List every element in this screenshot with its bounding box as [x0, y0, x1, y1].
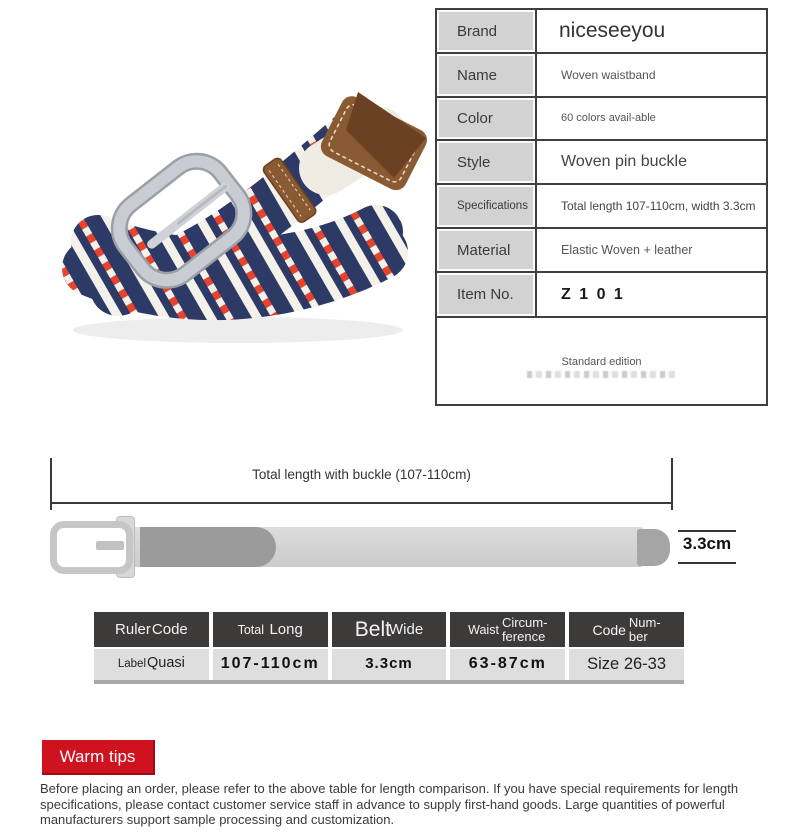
standard-edition-note: Standard edition	[561, 356, 642, 368]
header-belt-wide: Belt Wide	[332, 612, 447, 647]
spec-row-brand	[437, 10, 766, 54]
header-waist-circumference: Waist Circum- ference	[450, 612, 565, 647]
belt-diagram-tip	[637, 529, 670, 566]
faded-text-line	[527, 371, 677, 378]
header-total-long: Total Long	[213, 612, 328, 647]
size-table	[94, 612, 684, 684]
belt-shadow	[73, 317, 403, 343]
spec-value-name: Woven waistband	[561, 68, 656, 82]
spec-label-color: Color	[437, 98, 537, 139]
size-table-data-row	[94, 649, 684, 680]
dimension-line	[50, 502, 673, 504]
spec-row-color	[437, 98, 766, 141]
belt-diagram-prong	[96, 541, 124, 550]
spec-footer-cell	[437, 318, 766, 404]
cell-total-long: 107-110cm	[213, 649, 328, 680]
product-photo	[28, 30, 428, 375]
spec-table	[435, 8, 768, 406]
header-ruler-code: Ruler Code	[94, 612, 209, 647]
spec-value-material: Elastic Woven + leather	[561, 243, 693, 257]
spec-row-item-no	[437, 273, 766, 318]
spec-label-style: Style	[437, 141, 537, 183]
belt-diagram-dark-section	[140, 527, 276, 567]
spec-label-name: Name	[437, 54, 537, 96]
belt-width-label: 3.3cm	[682, 534, 732, 553]
width-line-top	[678, 530, 736, 532]
spec-label-brand: Brand	[437, 10, 537, 52]
spec-value-color: 60 colors avail-able	[561, 111, 656, 124]
spec-label-item-no: Item No.	[437, 273, 537, 316]
spec-value-brand: niceseeyou	[559, 19, 666, 42]
total-length-label: Total length with buckle (107-110cm)	[252, 467, 471, 482]
cell-code-number: Size 26-33	[569, 649, 684, 680]
spec-value-item-no: Z 1 0 1	[561, 285, 625, 303]
belt-photo-illustration	[28, 30, 428, 375]
cell-label-quasi: Label Quasi	[94, 649, 209, 680]
warm-tips-body: Before placing an order, please refer to the above table for length comparison. If you have special requirements for length specifications, please contact customer service staff in advance to supply first-hand goods. Large quantities of powerful manufacturers support sample processing and customization.	[40, 781, 739, 828]
cell-belt-wide: 3.3cm	[332, 649, 447, 680]
spec-row-material	[437, 229, 766, 273]
spec-row-specifications	[437, 185, 766, 229]
spec-value-style: Woven pin buckle	[561, 153, 687, 170]
spec-label-material: Material	[437, 229, 537, 271]
cell-waist: 63-87cm	[450, 649, 565, 680]
size-table-header-row	[94, 612, 684, 647]
spec-row-style	[437, 141, 766, 185]
width-line-bottom	[678, 562, 736, 564]
spec-label-specifications: Specifications	[437, 185, 537, 227]
spec-row-name	[437, 54, 766, 98]
warm-tips-badge: Warm tips	[42, 740, 155, 775]
spec-value-specifications: Total length 107-110cm, width 3.3cm	[561, 199, 756, 213]
header-code-number: Code Num- ber	[569, 612, 684, 647]
